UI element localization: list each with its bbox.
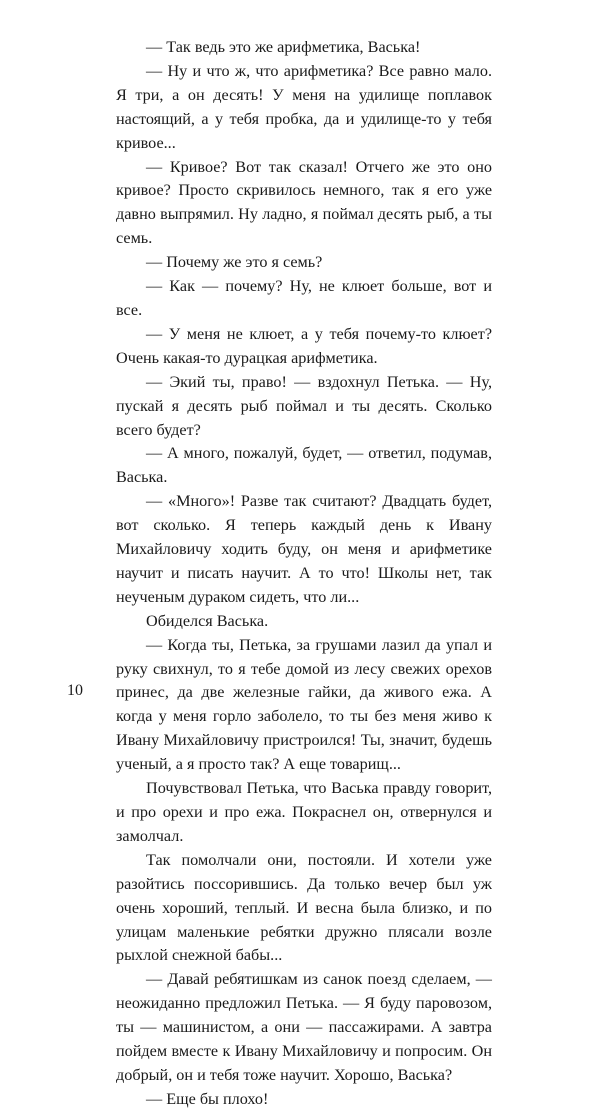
paragraph: — А много, пожалуй, будет, — ответил, подумав, Васька. [116,444,492,487]
paragraph: — Так ведь это же арифметика, Васька! [146,38,421,56]
paragraph: — У меня не клюет, а у тебя почему-то клюет? Очень какая-то дурацкая арифметика. [116,324,492,367]
text-block [116,36,492,1112]
page-number: 10 [67,682,83,699]
paragraph: Так помолчали они, постояли. И хотели уже разойтись поссорившись. Да только вечер был уж очень хороший, теплый. И весна была близко, и по улицам маленькие ребятки дружно плясали возле рыхлой снежной бабы... [116,850,492,965]
paragraph: — Когда ты, Петька, за грушами лазил да упал и руку свихнул, то я тебе домой из лесу свежих орехов принес, да две железные гайки, да живого ежа. А когда у меня горло заболело, то ты без меня живо к Ивану Михайловичу пристроился! Ты, значит, будешь ученый, а я просто так? А еще товарищ... [116,635,492,774]
paragraph: Обиделся Васька. [146,611,269,630]
paragraph: — Почему же это я семь? [146,253,323,272]
paragraph: Почувствовал Петька, что Васька правду говорит, и про орехи и про ежа. Покраснел он, отвернулся и замолчал. [116,779,492,845]
paragraph: — Кривое? Вот так сказал! Отчего же это оно кривое? Просто скривилось немного, так я его уже давно выпрямил. Ну ладно, я поймал десять рыб, а ты семь. [116,157,492,248]
paragraph: — Ну и что ж, что арифметика? Все равно мало. Я три, а он десять! У меня на удилище поплавок настоящий, а у тебя пробка, да и удилище-то у тебя кривое... [116,61,492,152]
paragraph: — «Много»! Разве так считают? Двадцать будет, вот сколько. Я теперь каждый день к Ивану Михайловичу ходить буду, он меня и арифметике научит и писать научит. А то что! Школы нет, так неученым дураком сидеть, что ли... [116,492,492,606]
paragraph: — Еще бы плохо! [146,1089,269,1108]
paragraph: — Давай ребятишкам из санок поезд сделаем, — неожиданно предложил Петька. — Я буду паровозом, ты — машинистом, а они — пассажирами. А завтра пойдем вместе к Ивану Михайловичу и попросим. Он добрый, он и тебя тоже научит. Хорошо, Васька? [116,970,492,1084]
paragraph: — Экий ты, право! — вздохнул Петька. — Ну, пускай я десять рыб поймал и ты десять. Сколько всего будет? [116,372,492,439]
paragraph: — Как — почему? Ну, не клюет больше, вот и все. [116,277,492,319]
